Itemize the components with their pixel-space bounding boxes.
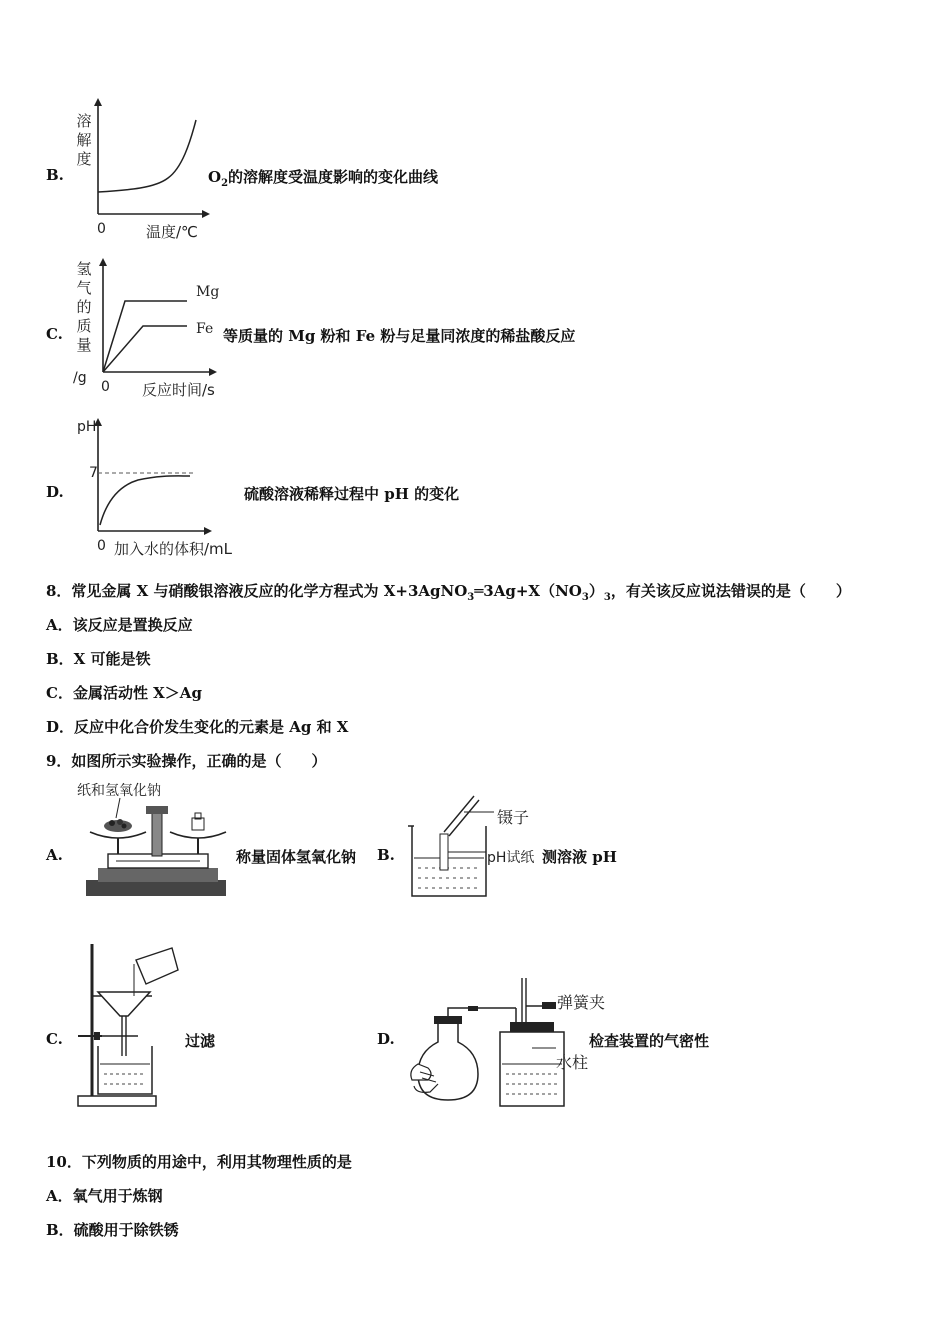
q8-option-a: A．该反应是置换反应 (46, 616, 193, 634)
spring-clamp-label: 弹簧夹 (557, 993, 606, 1012)
mg-line (103, 301, 187, 372)
balance-label: 纸和氢氧化钠 (77, 783, 161, 799)
option-letter-d: D. (46, 483, 64, 501)
origin-label: 0 (97, 538, 106, 554)
y-axis-label: 溶 解 度 (76, 112, 92, 168)
mg-label: Mg (196, 284, 220, 300)
balance-illustration (78, 796, 238, 900)
origin-label: 0 (97, 221, 106, 237)
water-column-label: 水柱 (556, 1053, 589, 1072)
q10-option-b: B．硫酸用于除铁锈 (46, 1221, 179, 1239)
q9-option-letter-b: B. (377, 846, 395, 864)
q9-caption-b: 测溶液 pH (542, 848, 617, 866)
caption-d: 硫酸溶液稀释过程中 pH 的变化 (244, 485, 460, 503)
origin-label: 0 (101, 379, 110, 395)
filtration-illustration (74, 940, 186, 1110)
question-10-stem: 10．下列物质的用途中，利用其物理性质的是 (46, 1153, 352, 1171)
question-9-stem: 9．如图所示实验操作，正确的是（ ） (46, 752, 327, 770)
solubility-curve (98, 120, 196, 192)
tweezers-label: 镊子 (497, 808, 530, 827)
q8-option-d: D．反应中化合价发生变化的元素是 Ag 和 X (46, 718, 349, 736)
option-letter-c: C. (46, 325, 63, 343)
solubility-graph (90, 98, 215, 220)
caption-c: 等质量的 Mg 粉和 Fe 粉与足量同浓度的稀盐酸反应 (223, 327, 576, 345)
caption-b: $O_2$的溶解度受温度影响的变化曲线 (208, 168, 439, 189)
fe-label: Fe (196, 321, 214, 337)
ph-test-illustration (404, 792, 494, 900)
ph-paper-label: pH试纸 (487, 850, 535, 866)
y-axis-label: 氢 气 的 质 量 (76, 260, 92, 354)
tick-7-label: 7 (89, 465, 98, 481)
q9-caption-a: 称量固体氢氧化钠 (236, 848, 357, 866)
x-axis-label: 加入水的体积/mL (114, 540, 233, 558)
hydrogen-mass-graph (95, 258, 220, 378)
y-axis-label: pH (77, 419, 97, 435)
q8-option-c: C．金属活动性 X＞Ag (46, 684, 202, 702)
q9-option-letter-d: D. (377, 1030, 395, 1048)
q9-option-letter-a: A. (46, 846, 63, 864)
ph-graph (90, 418, 215, 538)
ph-curve (100, 476, 190, 525)
q8-option-b: B．X 可能是铁 (46, 650, 151, 668)
q9-option-letter-c: C. (46, 1030, 63, 1048)
q9-caption-c: 过滤 (185, 1032, 216, 1050)
y-axis-unit: /g (73, 370, 87, 386)
q9-caption-d: 检查装置的气密性 (589, 1032, 710, 1050)
option-letter-b: B. (46, 166, 64, 184)
x-axis-label: 反应时间/s (142, 381, 215, 399)
airtightness-illustration (404, 976, 580, 1112)
q10-option-a: A．氧气用于炼钢 (46, 1187, 163, 1205)
x-axis-label: 温度/℃ (146, 223, 198, 241)
question-8-stem: 8．常见金属 X 与硝酸银溶液反应的化学方程式为 $X+3AgNO_3═3Ag+X(NO_3)_3$，有关该反应说法错误的是（ ） (46, 582, 851, 603)
